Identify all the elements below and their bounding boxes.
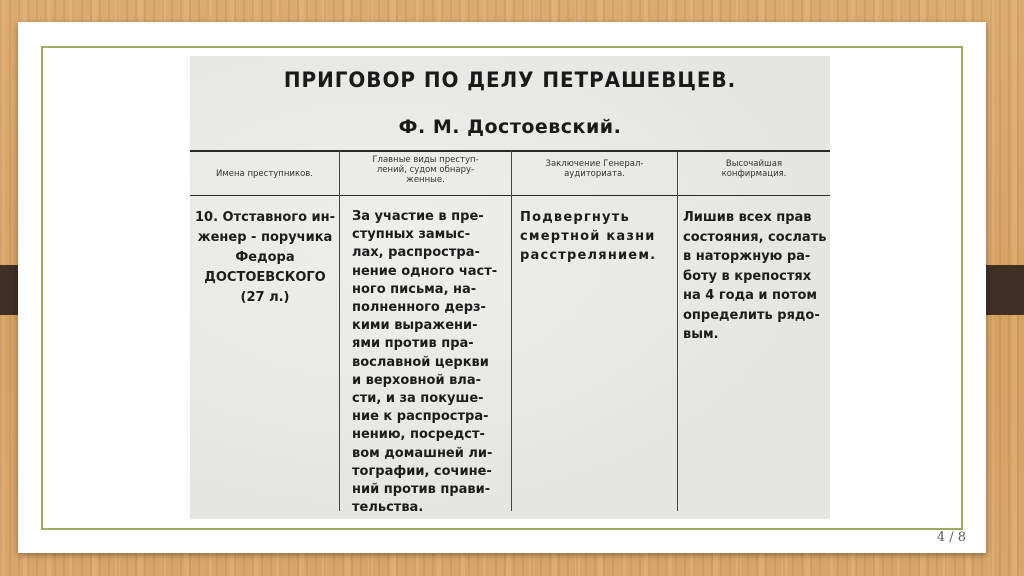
document-scan xyxy=(190,56,830,519)
column-divider xyxy=(511,151,512,511)
column-divider xyxy=(677,151,678,511)
document-title: ПРИГОВОР ПО ДЕЛУ ПЕТРАШЕВЦЕВ. xyxy=(283,68,737,92)
cell-conclusion: Подвергнуть смертной казни расстрелянием. xyxy=(520,210,657,263)
page-number: 4 / 8 xyxy=(936,530,966,545)
table-top-rule xyxy=(190,150,830,152)
cell-name: 10. Отставного ин- женер - поручика Федора ДОСТОЕВСКОГО (27 л.) xyxy=(194,210,336,305)
header-confirmation: Высочайшая конфирмация. xyxy=(721,159,787,179)
column-divider xyxy=(339,151,340,511)
document-subtitle: Ф. М. Достоевский. xyxy=(398,116,622,138)
header-names: Имена преступников. xyxy=(216,169,313,179)
header-crimes: Главные виды преступ- лений, судом обнару- женные. xyxy=(372,155,479,185)
table-header-rule xyxy=(190,195,830,196)
slide xyxy=(18,22,986,553)
header-conclusion: Заключение Генерал- аудиториата. xyxy=(545,159,644,179)
cell-confirmation: Лишив всех прав состояния, сослать в наторжную ра- боту в крепостях на 4 года и потом определить рядо- вым. xyxy=(683,210,827,342)
cell-crimes: За участие в пре- ступных замыс- лах, распростра- нение одного част- ного письма, на- полненного дерз- кими выражени- ями против пра- вославной церкви и верховной вла- сти, и за покуше- ние к распростра- нению, посредст- вом домашней ли- тографии, сочине- ний против прави- тельства. xyxy=(352,209,498,516)
